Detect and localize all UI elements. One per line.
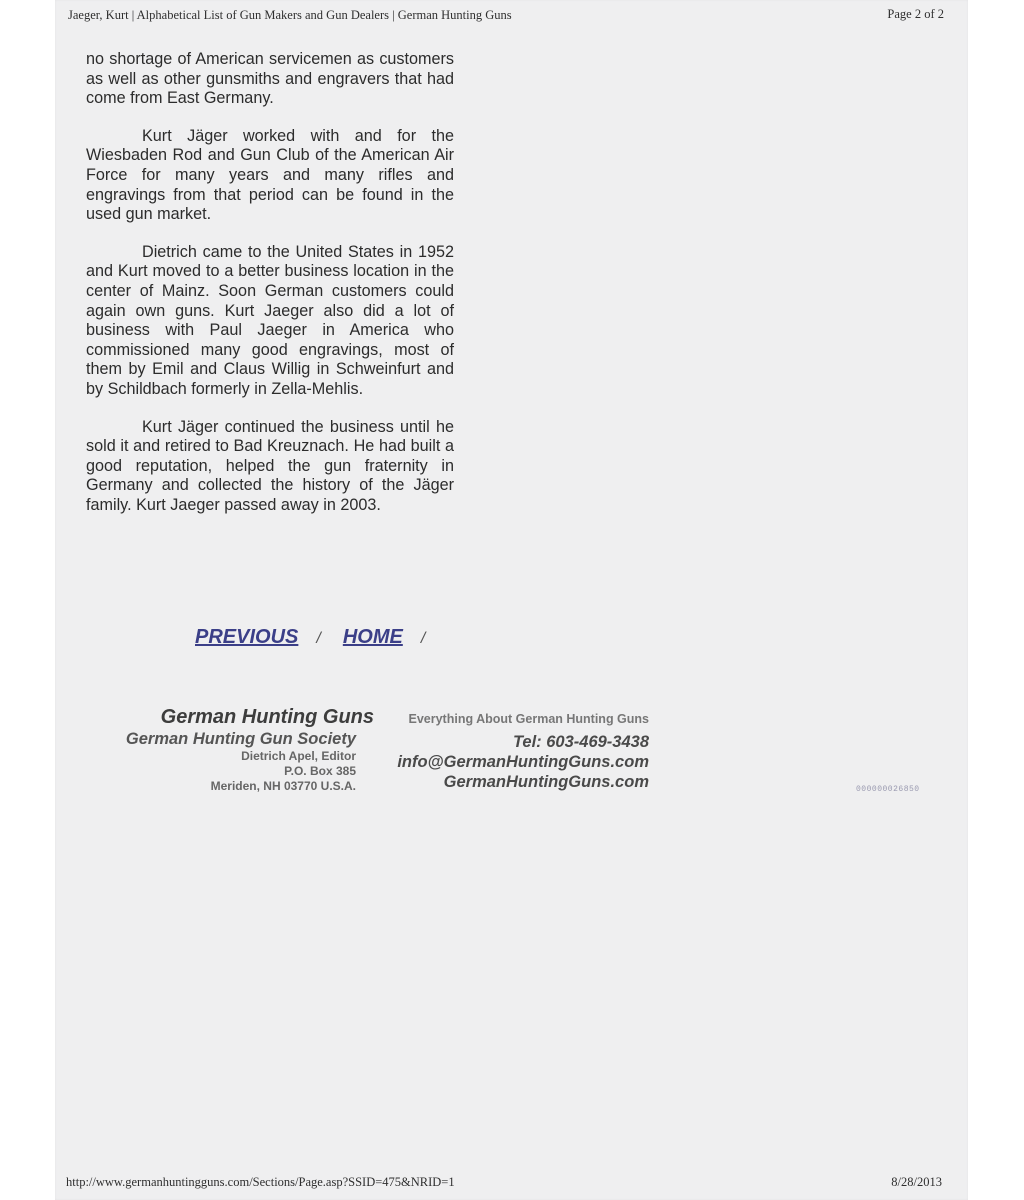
email-link[interactable]: info@GermanHuntingGuns.com (397, 753, 649, 771)
telephone: Tel: 603-469-3438 (512, 733, 649, 751)
article-paragraph-1: no shortage of American servicemen as customers as well as other gunsmiths and engravers that had come from East Germany. (86, 50, 454, 108)
nav-separator-trailing: / (420, 630, 426, 647)
brand-title: German Hunting Guns (160, 706, 374, 728)
article-paragraph-2: Kurt Jäger worked with and for the Wiesbaden Rod and Gun Club of the American Air Force for many years and many rifles and engravings from that period can be found in the used gun market. (86, 126, 454, 224)
brand-society: German Hunting Gun Society (125, 730, 356, 748)
print-page-number: Page 2 of 2 (887, 7, 944, 21)
tagline: Everything About German Hunting Guns (408, 712, 649, 726)
home-link[interactable]: HOME (342, 626, 403, 648)
po-box: P.O. Box 385 (284, 764, 356, 778)
website-link[interactable]: GermanHuntingGuns.com (443, 773, 649, 791)
nav-separator: / (316, 630, 321, 647)
print-footer-date: 8/28/2013 (891, 1175, 942, 1189)
editor-name: Dietrich Apel, Editor (241, 749, 356, 763)
article-body (86, 50, 454, 533)
article-paragraph-3: Dietrich came to the United States in 1952 and Kurt moved to a better business location in the center of Mainz. Soon German customers could again own guns. Kurt Jaeger also did a lot of business with Paul Jaeger in America who commissioned many good engravings, most of them by Emil and Claus Willig in Schweinfurt and by Schildbach formerly in Zella-Mehlis. (86, 242, 454, 398)
city-address: Meriden, NH 03770 U.S.A. (210, 779, 356, 793)
article-paragraph-4: Kurt Jäger continued the business until he sold it and retired to Bad Kreuznach. He had built a good reputation, helped the gun fraternity in Germany and collected the history of the Jäger family. Kurt Jaeger passed away in 2003. (86, 417, 454, 514)
print-header-title: Jaeger, Kurt | Alphabetical List of Gun Makers and Gun Dealers | German Hunting Guns (68, 8, 512, 22)
document-serial: 000000026850 (856, 785, 920, 794)
footer-contact-block (384, 712, 649, 792)
print-footer-url: http://www.germanhuntingguns.com/Sections/Page.asp?SSID=475&NRID=1 (66, 1175, 455, 1189)
page-navigation (195, 626, 447, 649)
footer-brand-block (110, 706, 374, 794)
previous-link[interactable]: PREVIOUS (195, 626, 299, 648)
